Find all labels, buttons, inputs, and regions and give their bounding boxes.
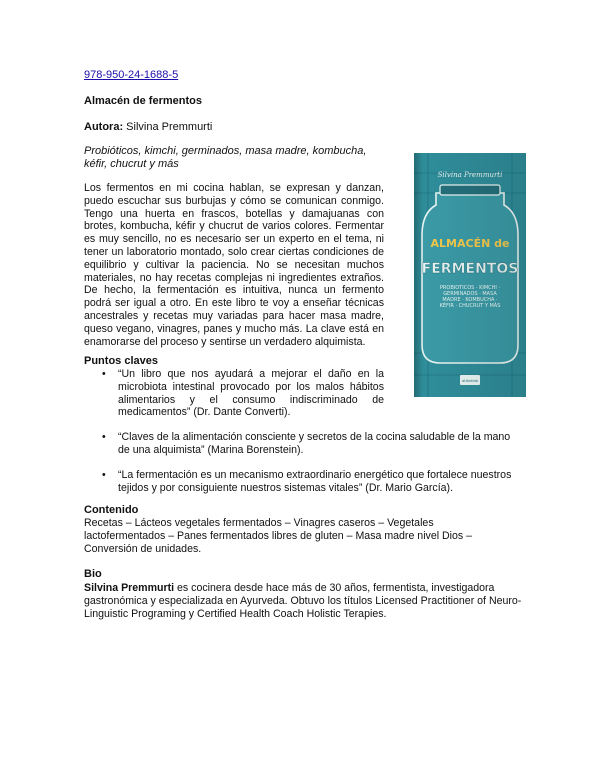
author-label: Autora: bbox=[84, 121, 124, 133]
puntos-list-3 bbox=[100, 469, 520, 495]
isbn-link[interactable]: 978-950-24-1688-5 bbox=[84, 69, 179, 81]
list-item: • “Un libro que nos ayudará a mejorar el daño en la microbiota intestinal provocado por los malos hábitos alimentarios y el consumo indiscriminado de medicamentos” (Dr. Dante Converti). bbox=[100, 368, 384, 419]
book-subtitle: Probióticos, kimchi, germinados, masa madre, kombucha, kéfir, chucrut y más bbox=[84, 145, 367, 170]
bio-name: Silvina Premmurti bbox=[84, 582, 175, 594]
author-name: Silvina Premmurti bbox=[123, 121, 213, 133]
bio-body: es cocinera desde hace más de 30 años, fermentista, investigadora gastronómica y especializada en Ayurveda. Obtuvo los títulos Licensed Practitioner of Neuro-Linguistic Programing y Certified Health Coach Holistic Terapies. bbox=[84, 582, 522, 620]
bio-text bbox=[84, 582, 524, 620]
contenido-text: Recetas – Lácteos vegetales fermentados – Vinagres caseros – Vegetales lactofermentados – Panes fermentados libres de gluten – Masa madre nivel Dios – Conversión de unidades. bbox=[84, 517, 473, 555]
book-cover-image bbox=[414, 153, 526, 397]
author-line bbox=[84, 121, 212, 134]
contenido-heading: Contenido bbox=[84, 504, 139, 516]
puntos-list-2 bbox=[100, 431, 520, 457]
book-description: Los fermentos en mi cocina hablan, se expresan y danzan, puedo escuchar sus burbujas y cómo se comunican conmigo. Tengo una huerta en frascos, botellas y damajuanas con brotes, kombucha, kéfir y chucrut de varios colores. Fermentar es muy sencillo, no es necesario ser un experto en el tema, ni tener un laboratorio montado, solo crear ciertas condiciones de equilibrio y cultivar la paciencia. No se necesitan muchos materiales, no hay recetas complejas ni ingredientes extraños. De hecho, la fermentación es intuitiva, nunca un fermento podrá ser igual a otro. En este libro te voy a enseñar técnicas ancestrales y recetas muy variadas para hacer masa madre, queso vegano, vinagres, panes y mucho más. La clave está en enamorarse del proceso y sentirse un verdadero alquimista. bbox=[84, 182, 384, 348]
puntos-list-1 bbox=[100, 368, 384, 419]
puntos-claves-heading: Puntos claves bbox=[84, 355, 158, 367]
book-title: Almacén de fermentos bbox=[84, 95, 202, 107]
list-item: • “La fermentación es un mecanismo extraordinario energético que fortalece nuestros tejidos y por consiguiente nuestros sistemas vitales” (Dr. Mario García). bbox=[100, 469, 520, 495]
bio-heading: Bio bbox=[84, 568, 102, 580]
list-item: • “Claves de la alimentación consciente y secretos de la cocina saludable de la mano de una alquimista” (Marina Borenstein). bbox=[100, 431, 520, 457]
